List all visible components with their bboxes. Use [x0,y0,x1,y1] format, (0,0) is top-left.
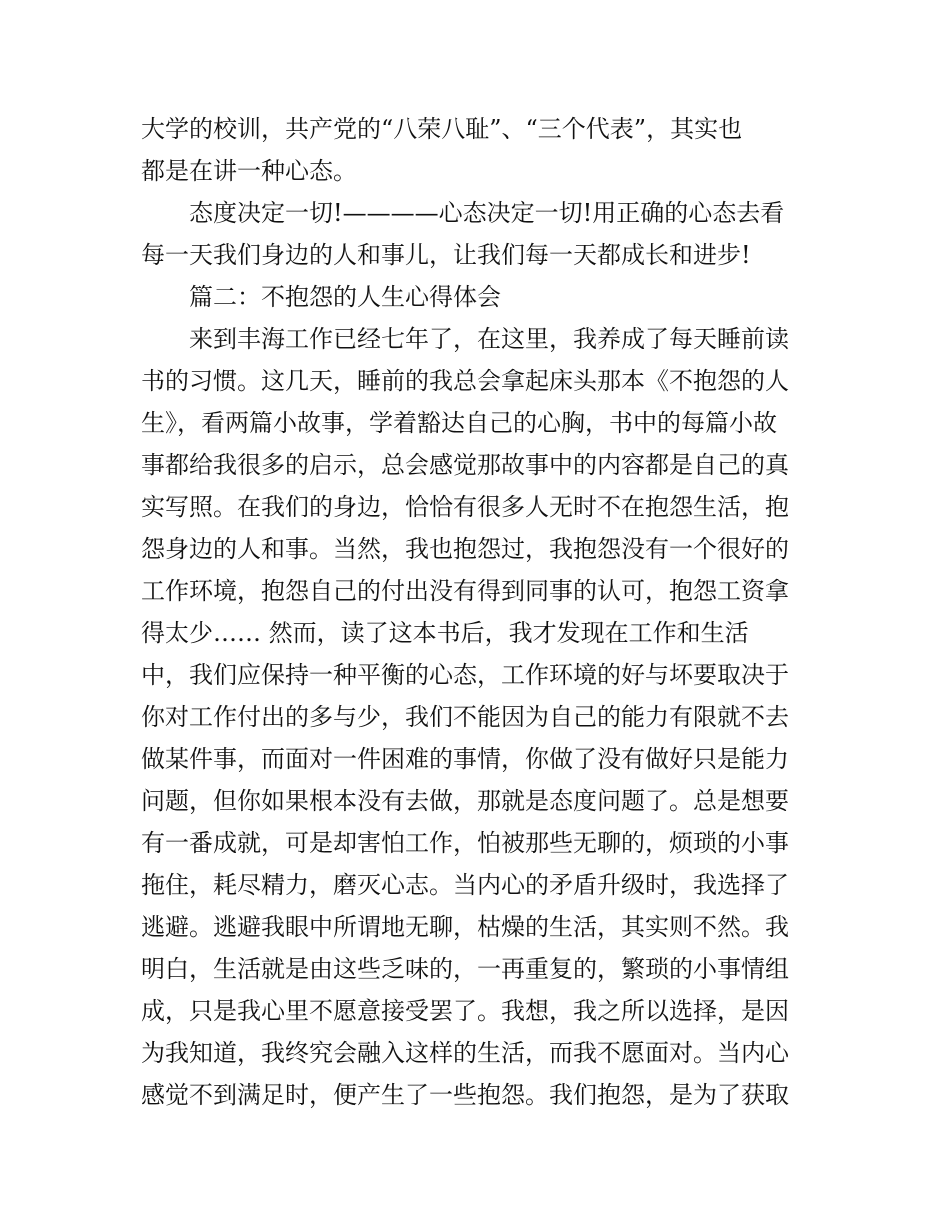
text-line: 大学的校训，共产党的“八荣八耻”、“三个代表”，其实也 [141,115,743,143]
text-line: 事都给我很多的启示，总会感觉那故事中的内容都是自己的真 [141,451,789,479]
text-line: 逃避。逃避我眼中所谓地无聊，枯燥的生活，其实则不然。我 [141,913,789,941]
text-line: 生》，看两篇小故事，学着豁达自己的心胸，书中的每篇小故 [141,409,777,437]
text-line: 问题，但你如果根本没有去做，那就是态度问题了。总是想要 [141,787,789,815]
text-line: 有一番成就，可是却害怕工作，怕被那些无聊的，烦琐的小事 [141,829,789,857]
text-line: 明白，生活就是由这些乏味的，一再重复的，繁琐的小事情组 [141,955,789,983]
section-heading: 篇二：不抱怨的人生心得体会 [189,283,501,311]
text-line: 书的习惯。这几天，睡前的我总会拿起床头那本《不抱怨的人 [141,367,789,395]
text-line: 成，只是我心里不愿意接受罢了。我想，我之所以选择，是因 [141,997,789,1025]
text-line: 来到丰海工作已经七年了，在这里，我养成了每天睡前读 [189,325,789,353]
text-line: 感觉不到满足时，便产生了一些抱怨。我们抱怨，是为了获取 [141,1081,789,1109]
text-line: 实写照。在我们的身边，恰恰有很多人无时不在抱怨生活，抱 [141,493,789,521]
text-line: 都是在讲一种心态。 [141,157,357,185]
text-line: 做某件事，而面对一件困难的事情，你做了没有做好只是能力 [141,745,789,773]
text-line: 怨身边的人和事。当然，我也抱怨过，我抱怨没有一个很好的 [141,535,789,563]
text-line: 拖住，耗尽精力，磨灭心志。当内心的矛盾升级时，我选择了 [141,871,789,899]
text-line: 工作环境，抱怨自己的付出没有得到同事的认可，抱怨工资拿 [141,577,789,605]
document-body [141,108,821,1116]
text-line: 态度决定一切!————心态决定一切!用正确的心态去看 [189,199,785,227]
text-line: 得太少…… 然而，读了这本书后，我才发现在工作和生活 [141,619,749,647]
text-line: 你对工作付出的多与少，我们不能因为自己的能力有限就不去 [141,703,789,731]
text-line: 每一天我们身边的人和事儿，让我们每一天都成长和进步! [141,241,751,269]
text-line: 中，我们应保持一种平衡的心态，工作环境的好与坏要取决于 [141,661,789,689]
text-line: 为我知道，我终究会融入这样的生活，而我不愿面对。当内心 [141,1039,789,1067]
